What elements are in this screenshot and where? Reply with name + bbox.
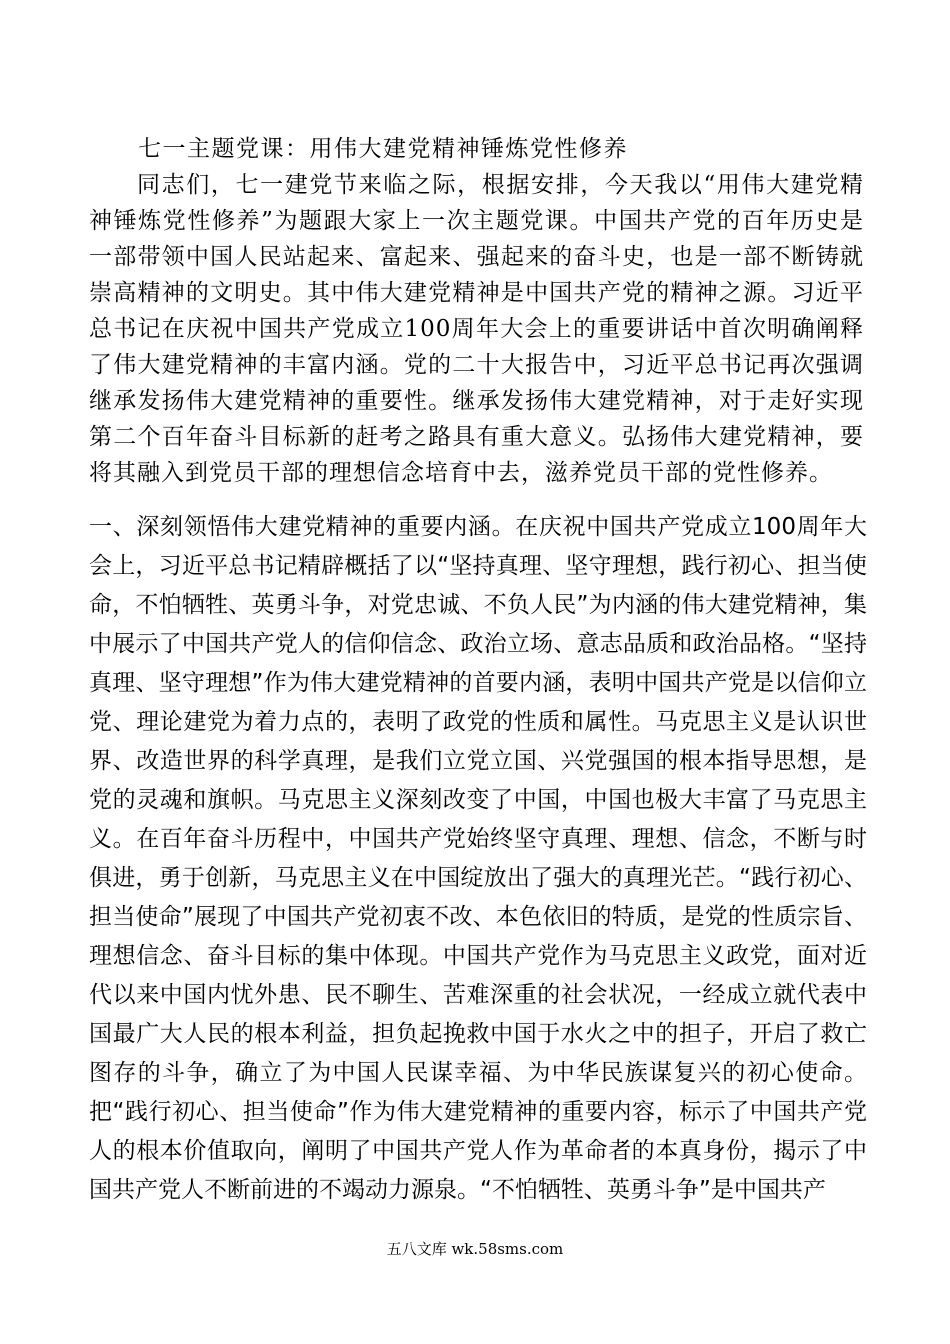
section-one-paragraph: 一、深刻领悟伟大建党精神的重要内涵。在庆祝中国共产党成立100周年大会上，习近平总书记精辟概括了以“坚持真理、坚守理想，践行初心、担当使命，不怕牺牲、英勇斗争，对党忠诚、不负人民”为内涵的伟大建党精神，集中展示了中国共产党人的信仰信念、政治立场、意志品质和政治品格。“坚持真理、坚守理想”作为伟大建党精神的首要内涵，表明中国共产党是以信仰立党、理论建党为着力点的，表明了政党的性质和属性。马克思主义是认识世界、改造世界的科学真理，是我们立党立国、兴党强国的根本指导思想，是党的灵魂和旗帜。马克思主义深刻改变了中国，中国也极大丰富了马克思主义。在百年奋斗历程中，中国共产党始终坚守真理、理想、信念，不断与时俱进，勇于创新，马克思主义在中国绽放出了强大的真理光芒。“践行初心、担当使命”展现了中国共产党初衷不改、本色依旧的特质，是党的性质宗旨、理想信念、奋斗目标的集中体现。中国共产党作为马克思主义政党，面对近代以来中国内忧外患、民不聊生、苦难深重的社会状况，一经成立就代表中国最广大人民的根本利益，担负起挽救中国于水火之中的担子，开启了救亡图存的斗争，确立了为中国人民谋幸福、为中华民族谋复兴的初心使命。把“践行初心、担当使命”作为伟大建党精神的重要内容，标示了中国共产党人的根本价值取向，阐明了中国共产党人作为革命者的本真身份，揭示了中国共产党人不断前进的不竭动力源泉。“不怕牺牲、英勇斗争”是中国共产 [89, 514, 867, 1203]
document-title: 七一主题党课：用伟大建党精神锤炼党性修养 [138, 136, 628, 162]
intro-paragraph: 同志们，七一建党节来临之际，根据安排，今天我以“用伟大建党精神锤炼党性修养”为题跟大家上一次主题党课。中国共产党的百年历史是一部带领中国人民站起来、富起来、强起来的奋斗史，也是一部不断铸就崇高精神的文明史。其中伟大建党精神是中国共产党的精神之源。习近平总书记在庆祝中国共产党成立100周年大会上的重要讲话中首次明确阐释了伟大建党精神的丰富内涵。党的二十大报告中，习近平总书记再次强调继承发扬伟大建党精神的重要性。继承发扬伟大建党精神，对于走好实现第二个百年奋斗目标新的赶考之路具有重大意义。弘扬伟大建党精神，要将其融入到党员干部的理想信念培育中去，滋养党员干部的党性修养。 [89, 172, 864, 486]
footer-watermark: 五八文库 wk.58sms.com [386, 1240, 564, 1258]
